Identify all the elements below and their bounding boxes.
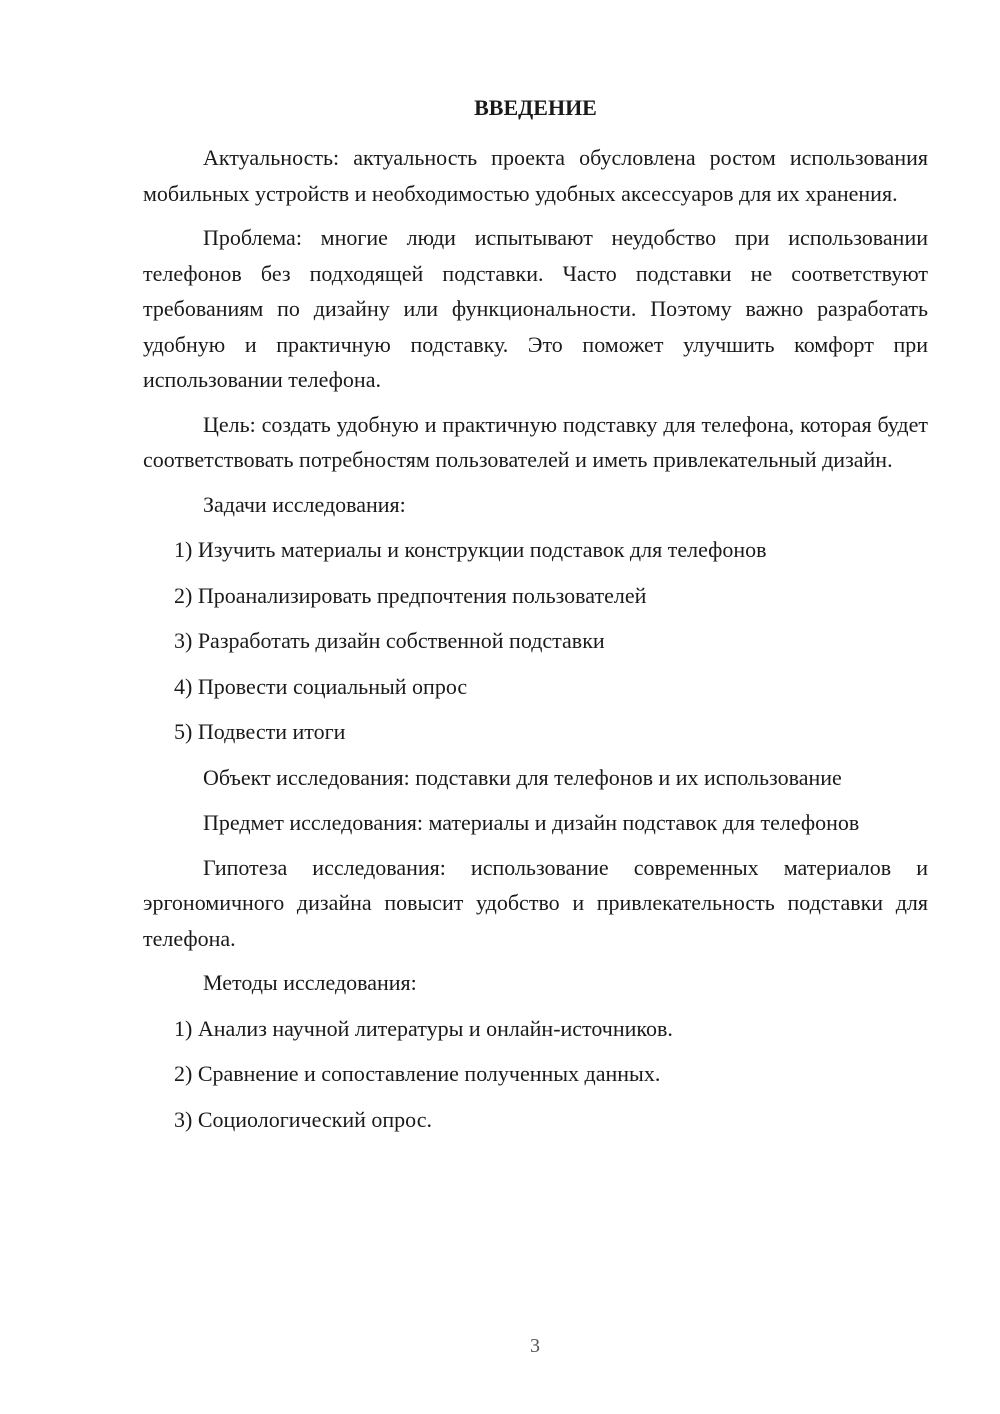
method-item-2: 2) Сравнение и сопоставление полученных данных. [174, 1061, 661, 1086]
task-item-3: 3) Разработать дизайн собственной подставки [174, 628, 605, 653]
method-item-3: 3) Социологический опрос. [174, 1106, 432, 1132]
task-item-5: 5) Подвести итоги [174, 719, 346, 744]
tasks-heading: Задачи исследования: [203, 491, 406, 517]
task-item-1: 1) Изучить материалы и конструкции подставок для телефонов [174, 537, 767, 562]
problem-paragraph: Проблема: многие люди испытывают неудобство при использовании телефонов без подходящей подставки. Часто подставки не соответствуют требованиям по дизайну или функциональности. Поэтому важно разработать удобную и практичную подставку. Это поможет улучшить комфорт при использовании телефона. [143, 225, 928, 392]
task-item-2: 2) Проанализировать предпочтения пользователей [174, 582, 647, 608]
section-title: ВВЕДЕНИЕ [474, 95, 597, 120]
goal-paragraph: Цель: создать удобную и практичную подставку для телефона, которая будет соответствовать потребностям пользователей и иметь привлекательный дизайн. [143, 411, 928, 472]
relevance-paragraph: Актуальность: актуальность проекта обусловлена ростом использования мобильных устройств и необходимостью удобных аксессуаров для их хранения. [143, 145, 928, 206]
page-number: 3 [530, 1335, 540, 1357]
document-page [143, 93, 928, 1147]
subject-paragraph: Предмет исследования: материалы и дизайн подставок для телефонов [203, 810, 860, 835]
methods-heading: Методы исследования: [203, 970, 417, 995]
hypothesis-paragraph: Гипотеза исследования: использование современных материалов и эргономичного дизайна повысит удобство и привлекательность подставки для телефона. [143, 854, 928, 951]
method-item-1: 1) Анализ научной литературы и онлайн-источников. [174, 1015, 673, 1041]
object-line: Объект исследования: подставки для телефонов и их использование [203, 764, 842, 790]
task-item-4: 4) Провести социальный опрос [174, 673, 468, 699]
